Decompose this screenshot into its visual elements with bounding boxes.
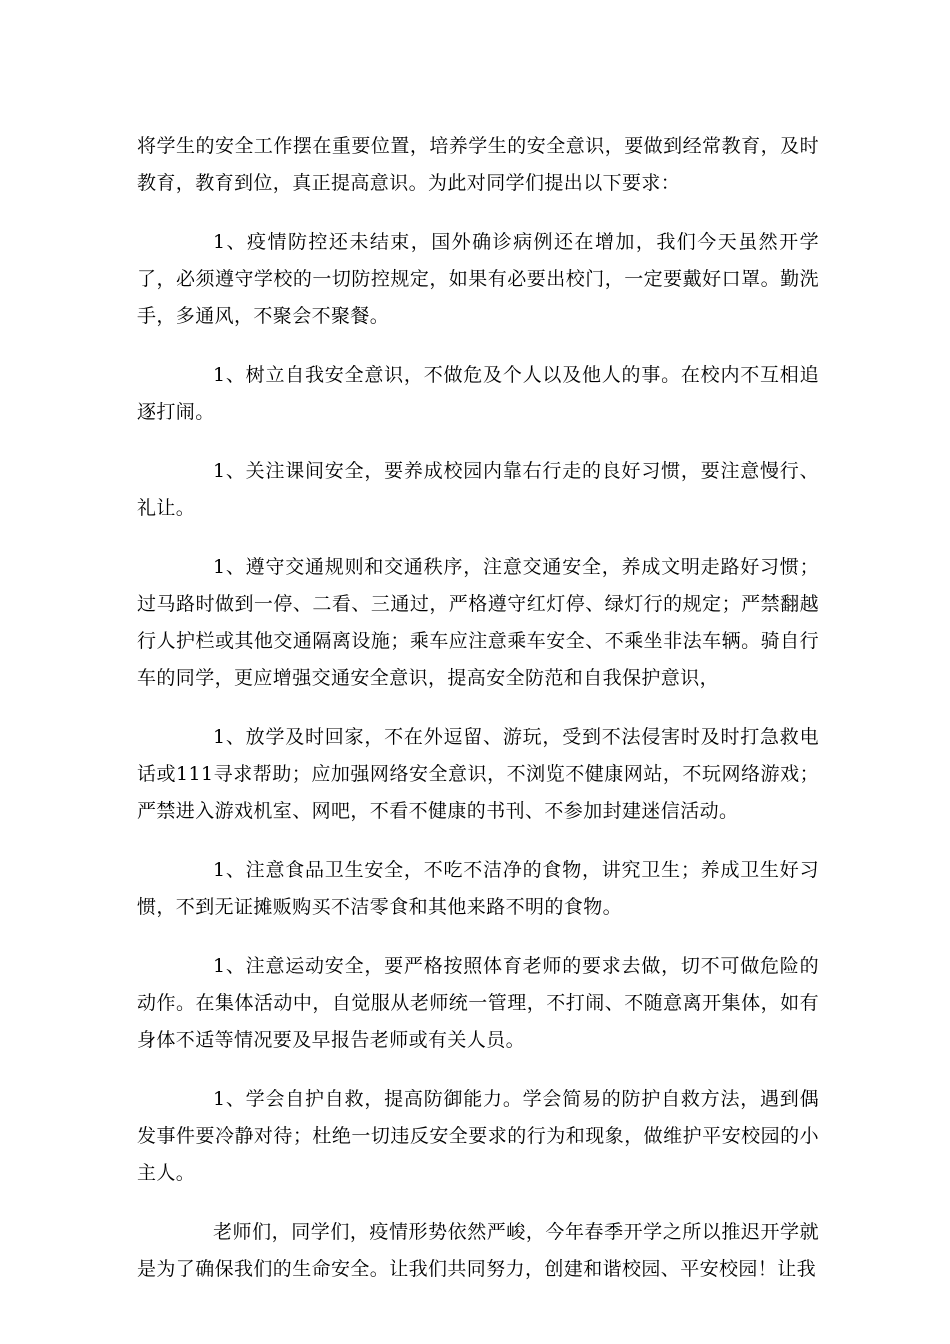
paragraph-safety-awareness: 1、树立自我安全意识，不做危及个人以及他人的事。在校内不互相追逐打闹。 [137, 364, 819, 423]
paragraph-epidemic-prevention: 1、疫情防控还未结束，国外确诊病例还在增加，我们今天虽然开学了，必须遵守学校的一切防控规定，如果有必要出校门，一定要戴好口罩。勤洗手，多通风，不聚会不聚餐。 [137, 231, 819, 327]
paragraph-break-safety: 1、关注课间安全，要养成校园内靠右行走的良好习惯，要注意慢行、礼让。 [137, 460, 819, 519]
paragraph-food-safety: 1、注意食品卫生安全，不吃不洁净的食物，讲究卫生；养成卫生好习惯，不到无证摊贩购买不洁零食和其他来路不明的食物。 [137, 859, 819, 918]
paragraph-after-school: 1、放学及时回家，不在外逗留、游玩，受到不法侵害时及时打急救电话或111寻求帮助；应加强网络安全意识，不浏览不健康网站，不玩网络游戏；严禁进入游戏机室、网吧，不看不健康的书刊、不参加封建迷信活动。 [137, 726, 819, 822]
document-body [137, 128, 819, 1310]
paragraph-sports-safety: 1、注意运动安全，要严格按照体育老师的要求去做，切不可做危险的动作。在集体活动中，自觉服从老师统一管理，不打闹、不随意离开集体，如有身体不适等情况要及早报告老师或有关人员。 [137, 955, 819, 1051]
paragraph-traffic-safety: 1、遵守交通规则和交通秩序，注意交通安全，养成文明走路好习惯；过马路时做到一停、二看、三通过，严格遵守红灯停、绿灯行的规定；严禁翻越行人护栏或其他交通隔离设施；乘车应注意乘车安全、不乘坐非法车辆。骑自行车的同学，更应增强交通安全意识，提高安全防范和自我保护意识， [137, 556, 819, 689]
paragraph-self-protection: 1、学会自护自救，提高防御能力。学会简易的防护自救方法，遇到偶发事件要冷静对待；杜绝一切违反安全要求的行为和现象，做维护平安校园的小主人。 [137, 1088, 819, 1184]
paragraph-closing: 老师们，同学们，疫情形势依然严峻，今年春季开学之所以推迟开学就是为了确保我们的生命安全。让我们共同努力，创建和谐校园、平安校园！让我 [137, 1221, 819, 1280]
paragraph-intro: 将学生的安全工作摆在重要位置，培养学生的安全意识，要做到经常教育，及时教育，教育到位，真正提高意识。为此对同学们提出以下要求： [137, 135, 819, 194]
